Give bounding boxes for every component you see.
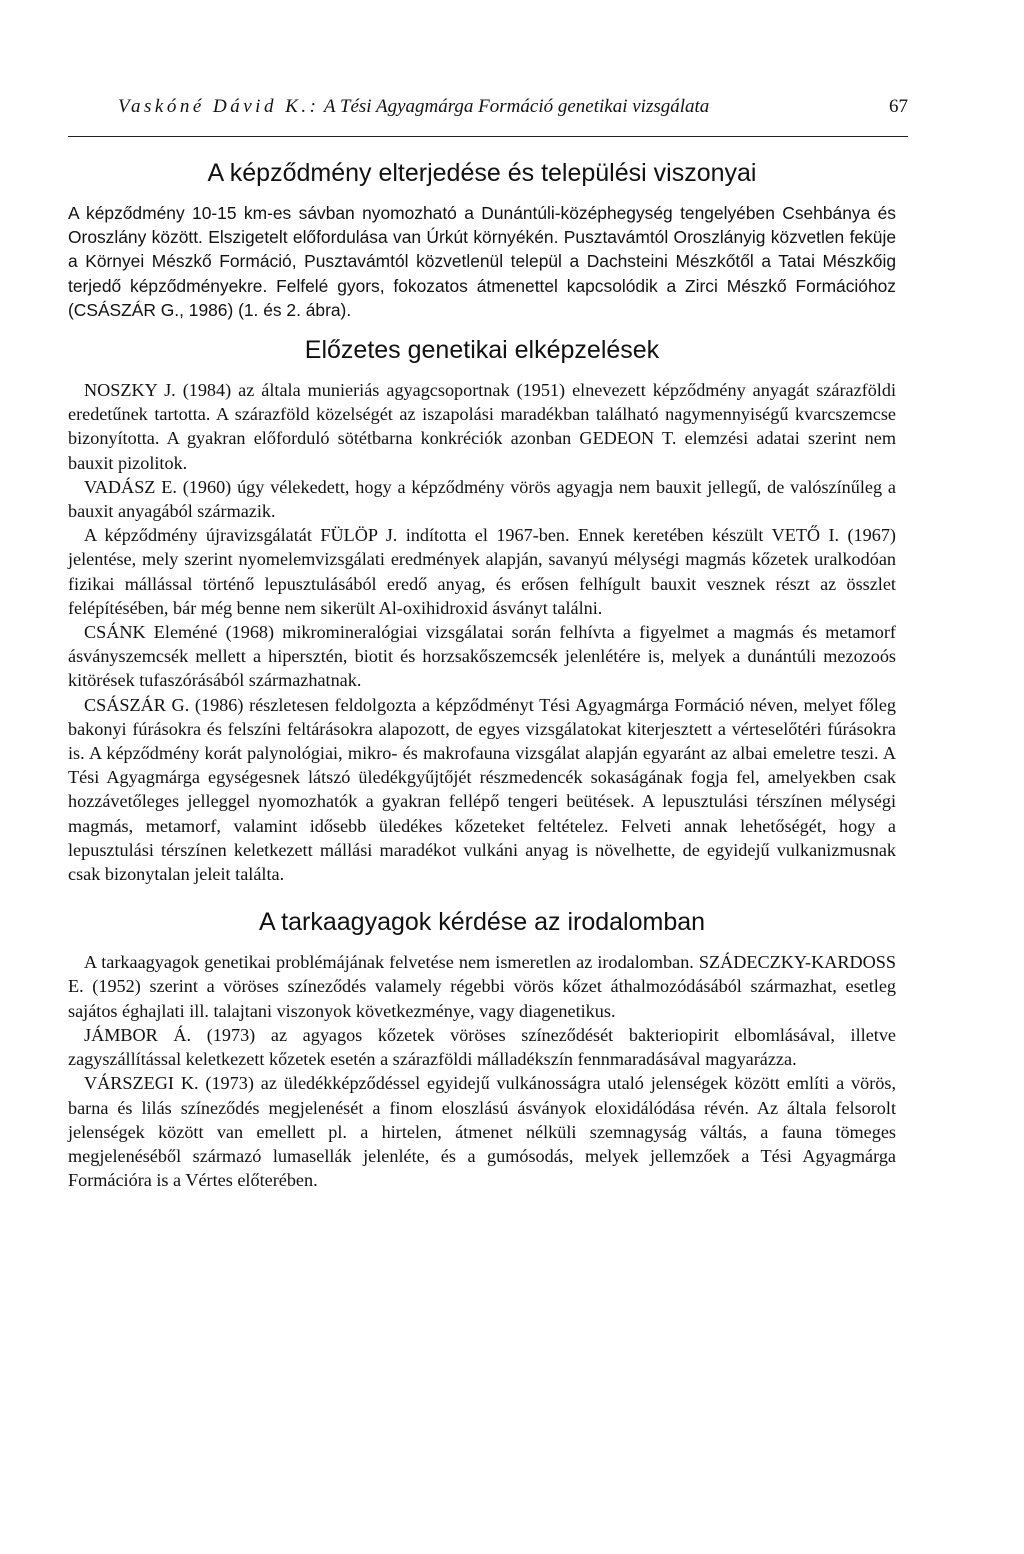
section-heading-preliminary: Előzetes genetikai elképzelések	[304, 336, 660, 365]
paragraph-distribution: A képződmény 10-15 km-es sávban nyomozható a Dunántúli-középhegység tengelyében Csehbánya és Oroszlány között. Elszigetelt előfordulása van Úrkút környékén. Pusztavámtól Oroszlányig közvetlen feküje a Környei Mészkő Formáció, Pusztavámtól közvetlenül települ a Dachsteini Mészkőtől a Tatai Mészkőig terjedő képződményekre. Felfelé gyors, fokozatos átmenettel kapcsolódik a Zirci Mészkő Formációhoz (CSÁSZÁR G., 1986) (1. és 2. ábra).	[68, 203, 896, 320]
running-header-text	[118, 96, 709, 118]
section-heading-distribution: A képződmény elterjedése és települési viszonyai	[207, 159, 757, 187]
paragraph-noszky: NOSZKY J. (1984) az általa munieriás agyagcsoportnak (1951) elnevezett képződmény anyagát szárazföldi eredetűnek tartotta. A szárazföld közelségét az iszapolási maradékban található nagymennyiségű kvarcszemcse bizonyította. A gyakran előforduló sötétbarna konkréciók azonban GEDEON T. elemzési adatai szerint nem bauxit pizolitok.	[68, 380, 896, 473]
header-author: Vaskóné Dávid K.:	[118, 96, 320, 117]
header-rule	[68, 136, 908, 137]
header-running-title: A Tési Agyagmárga Formáció genetikai vizsgálata	[323, 96, 710, 117]
paragraph-csaszar: CSÁSZÁR G. (1986) részletesen feldolgozta a képződményt Tési Agyagmárga Formáció néven, melyet főleg bakonyi fúrásokra és felszíni feltárásokra alapozott, de egyes vizsgálatokat kiterjesztett a vérteselőtéri fúrásokra is. A képződmény korát palynológiai, mikro- és makrofauna vizsgálat alapján egyaránt az albai emeletre teszi. A Tési Agyagmárga egységesnek látszó üledékgyűjtőjét részmedencék sokaságának fogja fel, amelyekben csak hozzávetőleges jelleggel nyomozhatók a gyakran fellépő tengeri beütések. A lepusztulási térszínen mélységi magmás, metamorf, valamint idősebb üledékes kőzeteket feltételez. Felveti annak lehetőségét, hogy a lepusztulási térszínen keletkezett mállási maradékot vulkáni anyag is növelhette, de egyidejű vulkanizmusnak csak bizonytalan jeleit találta.	[68, 694, 896, 885]
page-number: 67	[889, 96, 908, 117]
paragraph-vadasz: VADÁSZ E. (1960) úgy vélekedett, hogy a képződmény vörös agyagja nem bauxit jellegű, de valószínűleg a bauxit anyagából származik.	[68, 476, 896, 522]
section-heading-variegated-clays: A tarkaagyagok kérdése az irodalomban	[258, 908, 706, 937]
page-body	[68, 155, 896, 1192]
running-header	[118, 96, 908, 126]
paragraph-csank: CSÁNK Eleméné (1968) mikromineralógiai vizsgálatai során felhívta a figyelmet a magmás és metamorf ásványszemcsék mellett a hipersztén, biotit és horzsakőszemcsék jelenlétére is, melyek a dunántúli mezozoós kitörések tufaszórásából származhatnak.	[68, 622, 896, 691]
paragraph-varszegi: VÁRSZEGI K. (1973) az üledékképződéssel egyidejű vulkánosságra utaló jelenségek között említi a vörös, barna és lilás színeződés megjelenését a finom eloszlású ásványok eloxidálódása révén. Az általa felsorolt jelenségek között van emellett pl. a hirtelen, átmenet nélküli szemnagyság váltás, a fauna tömeges megjelenéséből származó lumasellák jelenléte, és a gumósodás, melyek jellemzőek a Tési Agyagmárga Formációra is a Vértes előterében.	[68, 1073, 896, 1191]
paragraph-szadeczky: A tarkaagyagok genetikai problémájának felvetése nem ismeretlen az irodalomban. SZÁDECZKY-KARDOSS E. (1952) szerint a vöröses színeződés valamely régebbi vörös kőzet áthalmozódásából származhat, esetleg sajátos éghajlati ill. talajtani viszonyok következménye, vagy diagenetikus.	[68, 952, 896, 1021]
paragraph-jambor: JÁMBOR Á. (1973) az agyagos kőzetek vöröses színeződését bakteriopirit elbomlásával, illetve zagyszállítással keletkezett kőzetek esetén a szárazföldi málladékszín fennmaradásával magyarázza.	[68, 1024, 896, 1070]
paragraph-fulop: A képződmény újravizsgálatát FÜLÖP J. indította el 1967-ben. Ennek keretében készült VETŐ I. (1967) jelentése, mely szerint nyomelemvizsgálati eredmények alapján, savanyú mélységi magmás kőzetek uralkodóan fizikai mállással történő lepusztulásából eredő anyag, és erősen felhígult bauxit vesznek részt az összlet felépítésében, bár még benne nem sikerült Al-oxihidroxid ásványt találni.	[68, 525, 896, 618]
